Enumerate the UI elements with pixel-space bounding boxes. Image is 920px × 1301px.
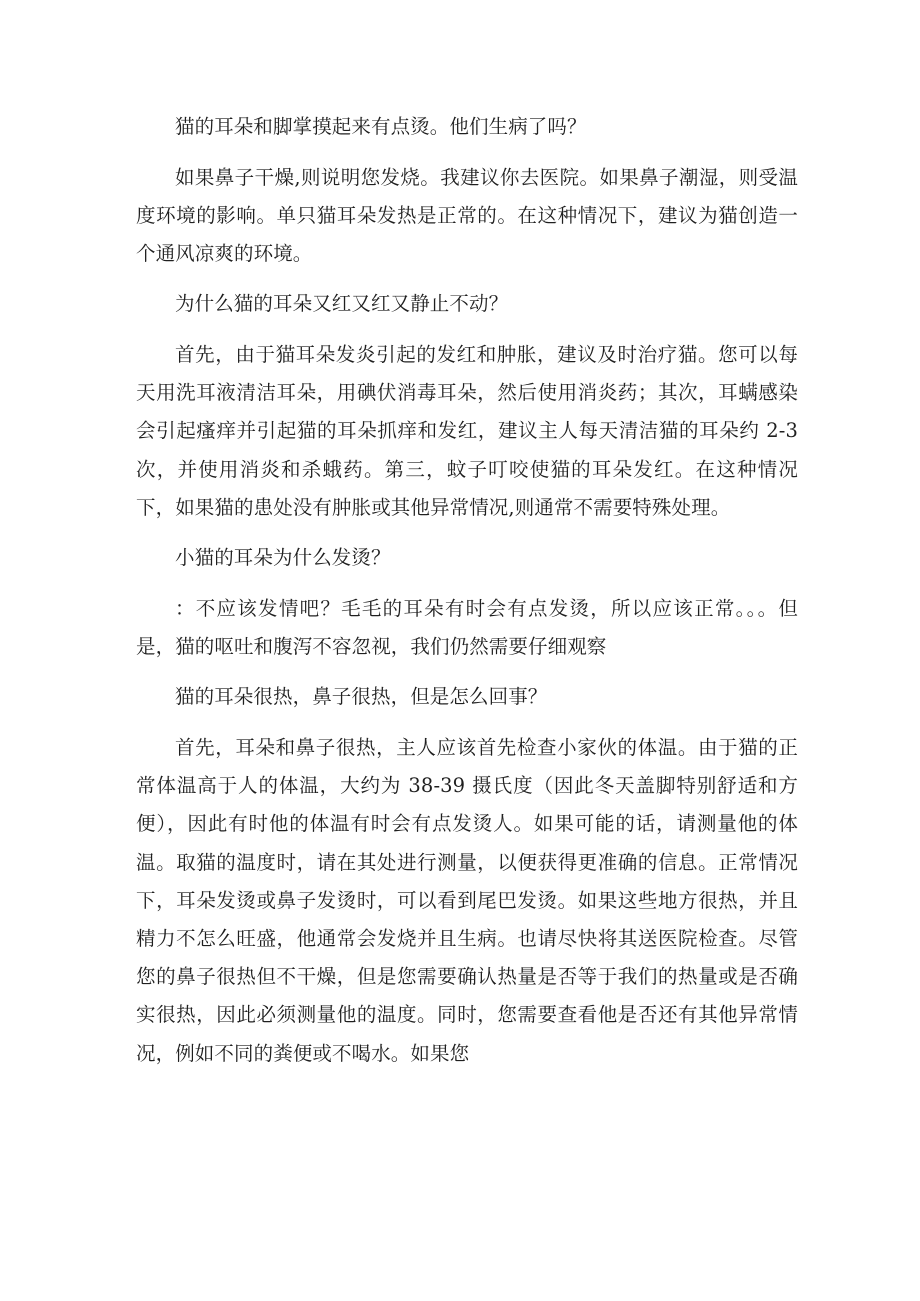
question-heading: 为什么猫的耳朵又红又红又静止不动？ — [175, 292, 509, 316]
question-heading: 猫的耳朵和脚掌摸起来有点烫。他们生病了吗？ — [175, 115, 587, 138]
question-heading: 猫的耳朵很热，鼻子很热，但是怎么回事？ — [175, 685, 548, 709]
answer-paragraph: 首先，由于猫耳朵发炎引起的发红和肿胀，建议及时治疗猫。您可以每天用洗耳液清洁耳朵，用碘伏消毒耳朵，然后使用消炎药；其次，耳螨感染会引起瘙痒并引起猫的耳朵抓痒和发红，建议主人每天清洁猫的耳朵约 2-3 次，并使用消炎和杀蛾药。第三，蚊子叮咬使猫的耳朵发红。在这种情况下，如果猫的患处没有肿胀或其他异常情况,则通常不需要特殊处理。 — [136, 342, 798, 519]
answer-paragraph: ：不应该发情吧？毛毛的耳朵有时会有点发烫，所以应该正常。。。但是，猫的呕吐和腹泻不容忽视，我们仍然需要仔细观察 — [136, 596, 798, 658]
question-heading: 小猫的耳朵为什么发烫？ — [175, 546, 391, 570]
answer-paragraph: 如果鼻子干燥,则说明您发烧。我建议你去医院。如果鼻子潮湿，则受温度环境的影响。单只猫耳朵发热是正常的。在这种情况下，建议为猫创造一个通风凉爽的环境。 — [136, 165, 798, 265]
answer-paragraph: 首先，耳朵和鼻子很热，主人应该首先检查小家伙的体温。由于猫的正常体温高于人的体温，大约为 38-39 摄氏度（因此冬天盖脚特别舒适和方便），因此有时他的体温有时会有点发烫人。如果可能的话，请测量他的体温。取猫的温度时，请在其处进行测量，以便获得更准确的信息。正常情况下，耳朵发烫或鼻子发烫时，可以看到尾巴发烫。如果这些地方很热，并且精力不怎么旺盛，他通常会发烧并且生病。也请尽快将其送医院检查。尽管您的鼻子很热但不干燥，但是您需要确认热量是否等于我们的热量或是否确实很热，因此必须测量他的温度。同时，您需要查看他是否还有其他异常情况，例如不同的粪便或不喝水。如果您 — [136, 735, 798, 1065]
document-body — [136, 108, 798, 1085]
